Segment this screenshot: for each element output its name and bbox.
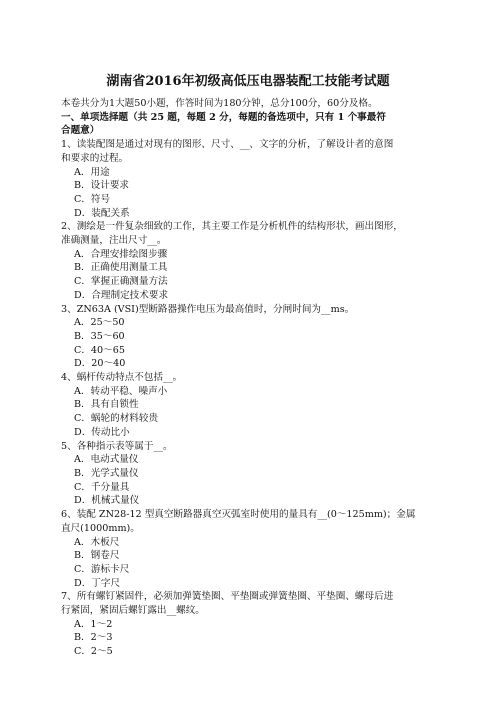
question-stem: 准确测量，注出尺寸__。 [61,235,167,247]
question-stem: 和要求的过程。 [61,152,129,164]
question-4 [61,371,443,440]
question-stem: 4、蜗杆传动特点不包括__。 [61,372,183,384]
answer-option: D．20～40 [74,358,126,370]
question-stem: 行紧固，紧固后螺钉露出__螺纹。 [61,605,205,617]
question-5 [61,440,443,509]
answer-option: D．丁字尺 [74,577,121,589]
question-6 [61,508,443,590]
question-stem: 直尺(1000mm)。 [61,522,140,534]
answer-option: D．合理制定技术要求 [74,289,169,301]
answer-option: C．游标卡尺 [74,563,130,575]
answer-option: C．符号 [74,193,111,205]
question-2 [61,220,443,302]
answer-option: B．光学式量仪 [74,467,139,479]
question-stem: 6、装配 ZN28-12 型真空断路器真空灭弧室时使用的量具有__(0～125mm)；金属 [61,509,416,521]
section-header-line: 一、单项选择题（共 25 题，每题 2 分，每题的备选项中，只有 1 个事最符 [61,111,386,123]
answer-option: A．合理安排绘图步骤 [74,248,168,260]
question-3 [61,303,443,372]
question-stem: 5、各种指示表等属于__。 [61,440,173,452]
section-header-line: 合题意） [61,125,100,137]
answer-option: C．掌握正确测量方法 [74,276,168,288]
answer-option: C．40～65 [74,344,125,356]
answer-option: A．用途 [74,166,110,178]
exam-intro: 本卷共分为1大题50小题，作答时间为180分钟，总分100分，60分及格。 [61,98,378,109]
answer-option: B．正确使用测量工具 [74,262,168,274]
answer-option: C．蜗轮的材料较贵 [74,413,159,425]
answer-option: C．2～5 [74,646,113,658]
question-1 [61,138,443,220]
answer-option: A．25～50 [74,317,125,329]
answer-option: B．钢卷尺 [74,550,120,562]
question-stem: 2、测绘是一件复杂细致的工作，其主要工作是分析机件的结构形状，画出图形， [61,221,403,233]
answer-option: A．电动式量仪 [74,454,139,466]
question-stem: 7、所有螺钉紧固件，必须加弹簧垫圈、平垫圈或弹簧垫圈、平垫圈、螺母后进 [61,591,394,603]
answer-option: D．传动比小 [74,426,130,438]
answer-option: A．转动平稳、噪声小 [74,385,168,397]
question-7 [61,590,443,659]
answer-option: B．35～60 [74,330,125,342]
document-body [61,97,443,659]
answer-option: D．机械式量仪 [74,495,140,507]
question-stem: 1、读装配图是通过对现有的图形、尺寸、__、文字的分析，了解设计者的意图 [61,139,394,151]
answer-option: B．设计要求 [74,180,130,192]
question-stem: 3、ZN63A (VSI)型断路器操作电压为最高值时，分闸时间为__ms。 [61,303,355,315]
answer-option: B．具有自锁性 [74,399,139,411]
answer-option: D．装配关系 [74,207,130,219]
answer-option: A．1～2 [74,618,113,630]
document-title: 湖南省2016年初级高低压电器装配工技能考试题 [106,74,390,89]
answer-option: C．千分量具 [74,481,130,493]
answer-option: B．2～3 [74,632,113,644]
answer-option: A．木板尺 [74,536,120,548]
